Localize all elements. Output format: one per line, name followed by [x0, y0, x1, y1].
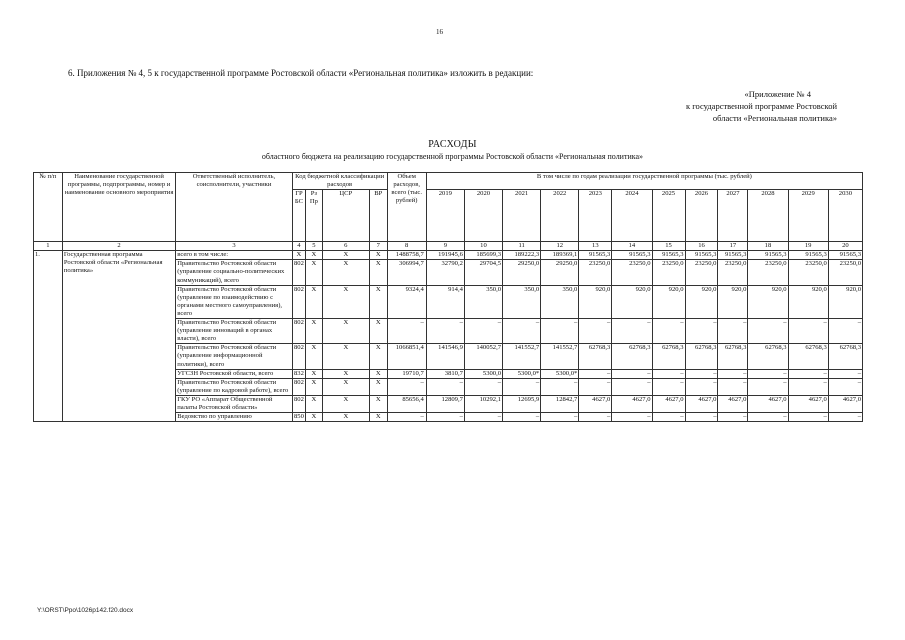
column-number-cell: 7	[370, 242, 388, 251]
year-value-cell: 185699,3	[464, 251, 502, 260]
budget-code-cell: X	[292, 251, 305, 260]
year-value-cell: –	[503, 413, 541, 422]
header-year: 2028	[748, 190, 788, 242]
year-value-cell: –	[464, 319, 502, 344]
budget-code-cell: X	[370, 344, 388, 369]
year-value-cell: 62768,3	[788, 344, 828, 369]
year-value-cell: –	[828, 369, 862, 378]
year-value-cell: 91565,3	[748, 251, 788, 260]
column-number-cell: 12	[541, 242, 579, 251]
header-number: № п/п	[34, 173, 63, 242]
expenses-table-body	[34, 242, 863, 422]
column-number-cell: 14	[612, 242, 652, 251]
budget-code-cell: X	[306, 369, 322, 378]
year-value-cell: –	[788, 413, 828, 422]
year-value-cell: –	[612, 413, 652, 422]
column-number-cell: 4	[292, 242, 305, 251]
year-value-cell: –	[652, 319, 685, 344]
expenses-table-container	[33, 172, 863, 599]
year-value-cell: 4627,0	[579, 395, 612, 412]
intro-paragraph: 6. Приложения № 4, 5 к государственной программе Ростовской области «Региональная политика» изложить в редакции:	[68, 68, 534, 78]
header-volume: Объем расходов, всего (тыс. рублей)	[387, 173, 426, 242]
executor-cell: Правительство Ростовской области (управление информационной политики), всего	[176, 344, 292, 369]
year-value-cell: 62768,3	[652, 344, 685, 369]
year-value-cell: 91565,3	[828, 251, 862, 260]
year-value-cell: –	[748, 319, 788, 344]
year-value-cell: –	[541, 319, 579, 344]
year-value-cell: 920,0	[612, 285, 652, 318]
expenses-table	[33, 172, 863, 422]
year-value-cell: –	[685, 378, 718, 395]
year-value-cell: 5300,0	[464, 369, 502, 378]
year-value-cell: 3810,7	[426, 369, 464, 378]
column-number-cell: 10	[464, 242, 502, 251]
year-value-cell: –	[718, 369, 748, 378]
year-value-cell: 62768,3	[748, 344, 788, 369]
year-value-cell: 4627,0	[718, 395, 748, 412]
executor-cell: Правительство Ростовской области (управление по кадровой работе), всего	[176, 378, 292, 395]
year-value-cell: 920,0	[748, 285, 788, 318]
header-year: 2030	[828, 190, 862, 242]
year-value-cell: –	[748, 378, 788, 395]
year-value-cell: –	[828, 413, 862, 422]
header-year: 2024	[612, 190, 652, 242]
header-year: 2023	[579, 190, 612, 242]
year-value-cell: 29704,5	[464, 260, 502, 285]
budget-code-cell: X	[370, 378, 388, 395]
budget-code-cell: X	[370, 319, 388, 344]
column-number-cell: 20	[828, 242, 862, 251]
year-value-cell: 23250,0	[788, 260, 828, 285]
executor-cell: ГКУ РО «Аппарат Общественной палаты Ростовской области»	[176, 395, 292, 412]
budget-code-cell: X	[322, 378, 369, 395]
year-value-cell: 23250,0	[579, 260, 612, 285]
year-value-cell: 4627,0	[788, 395, 828, 412]
budget-code-cell: X	[306, 251, 322, 260]
column-number-cell: 17	[718, 242, 748, 251]
year-value-cell: 920,0	[652, 285, 685, 318]
year-value-cell: 350,0	[541, 285, 579, 318]
header-executor: Ответственный исполнитель, соисполнители, участники	[176, 173, 292, 242]
year-value-cell: 4627,0	[828, 395, 862, 412]
header-year: 2027	[718, 190, 748, 242]
budget-code-cell: 802	[292, 395, 305, 412]
header-year: 2020	[464, 190, 502, 242]
year-value-cell: 62768,3	[579, 344, 612, 369]
year-value-cell: 62768,3	[612, 344, 652, 369]
year-value-cell: –	[652, 369, 685, 378]
budget-code-cell: X	[370, 285, 388, 318]
budget-code-cell: X	[370, 413, 388, 422]
year-value-cell: –	[579, 413, 612, 422]
column-number-cell: 16	[685, 242, 718, 251]
column-number-cell: 11	[503, 242, 541, 251]
year-value-cell: 62768,3	[685, 344, 718, 369]
budget-code-cell: 802	[292, 319, 305, 344]
year-value-cell: –	[685, 369, 718, 378]
year-value-cell: –	[464, 378, 502, 395]
budget-code-cell: X	[322, 413, 369, 422]
header-year: 2026	[685, 190, 718, 242]
year-value-cell: 29250,0	[541, 260, 579, 285]
year-value-cell: 350,0	[503, 285, 541, 318]
year-value-cell: 12809,7	[426, 395, 464, 412]
year-value-cell: 189222,3	[503, 251, 541, 260]
year-value-cell: –	[685, 413, 718, 422]
year-value-cell: 91565,3	[579, 251, 612, 260]
document-title: РАСХОДЫ	[428, 139, 477, 150]
budget-code-cell: X	[306, 378, 322, 395]
budget-code-cell: X	[306, 395, 322, 412]
executor-cell: Правительство Ростовской области (управление по взаимодействию с органами местного самоуправления), всего	[176, 285, 292, 318]
total-cell: 306994,7	[387, 260, 426, 285]
column-number-cell: 18	[748, 242, 788, 251]
year-value-cell: 920,0	[579, 285, 612, 318]
year-value-cell: 12842,7	[541, 395, 579, 412]
header-year: 2022	[541, 190, 579, 242]
total-cell: 19710,7	[387, 369, 426, 378]
budget-code-cell: X	[370, 369, 388, 378]
year-value-cell: –	[426, 413, 464, 422]
total-cell: –	[387, 319, 426, 344]
budget-code-cell: 802	[292, 260, 305, 285]
year-value-cell: –	[718, 413, 748, 422]
year-value-cell: –	[788, 319, 828, 344]
budget-code-cell: X	[306, 413, 322, 422]
year-value-cell: 920,0	[718, 285, 748, 318]
year-value-cell: –	[579, 378, 612, 395]
program-name: Государственная программа Ростовской области «Региональная политика»	[62, 251, 175, 422]
year-value-cell: –	[748, 413, 788, 422]
year-value-cell: –	[612, 369, 652, 378]
header-year: 2021	[503, 190, 541, 242]
year-value-cell: 32790,2	[426, 260, 464, 285]
year-value-cell: –	[541, 378, 579, 395]
column-number-cell: 19	[788, 242, 828, 251]
budget-code-cell: X	[322, 319, 369, 344]
budget-code-cell: 802	[292, 344, 305, 369]
file-path-footer: Y:\ORST\Ppo\1026p142.f20.docx	[37, 607, 134, 614]
year-value-cell: 91565,3	[652, 251, 685, 260]
year-value-cell: 189369,1	[541, 251, 579, 260]
appendix-header	[617, 88, 837, 124]
header-budget-code-group: Код бюджетной классификации расходов	[292, 173, 387, 190]
year-value-cell: 29250,0	[503, 260, 541, 285]
header-csr: ЦСР	[322, 190, 369, 242]
budget-code-cell: X	[322, 344, 369, 369]
program-number: 1.	[34, 251, 63, 422]
header-year: 2025	[652, 190, 685, 242]
header-year: 2029	[788, 190, 828, 242]
year-value-cell: 91565,3	[612, 251, 652, 260]
year-value-cell: 23250,0	[748, 260, 788, 285]
year-value-cell: 4627,0	[748, 395, 788, 412]
page-number: 16	[436, 28, 443, 36]
budget-code-cell: 802	[292, 285, 305, 318]
budget-code-cell: X	[370, 251, 388, 260]
document-subtitle: областного бюджета на реализацию государственной программы Ростовской области «Региональная политика»	[261, 152, 644, 161]
year-value-cell: 141552,7	[503, 344, 541, 369]
table-row	[34, 251, 863, 260]
year-value-cell: –	[579, 319, 612, 344]
total-cell: 9324,4	[387, 285, 426, 318]
header-program-name: Наименование государственной программы, подпрограммы, номер и наименование основного мероприятия	[62, 173, 175, 242]
budget-code-cell: X	[322, 369, 369, 378]
year-value-cell: 920,0	[828, 285, 862, 318]
executor-cell: Правительство Ростовской области (управление социально-политических коммуникаций), всего	[176, 260, 292, 285]
year-value-cell: 141552,7	[541, 344, 579, 369]
header-grbs: ГР БС	[292, 190, 305, 242]
column-number-cell: 5	[306, 242, 322, 251]
total-cell: 85656,4	[387, 395, 426, 412]
budget-code-cell: X	[322, 260, 369, 285]
year-value-cell: –	[579, 369, 612, 378]
executor-cell: Ведомство по управлению	[176, 413, 292, 422]
header-rzpr: Рз Пр	[306, 190, 322, 242]
year-value-cell: 4627,0	[652, 395, 685, 412]
year-value-cell: –	[828, 319, 862, 344]
budget-code-cell: 802	[292, 378, 305, 395]
budget-code-cell: X	[322, 251, 369, 260]
budget-code-cell: X	[306, 319, 322, 344]
year-value-cell: 10292,1	[464, 395, 502, 412]
total-cell: –	[387, 413, 426, 422]
year-value-cell: 4627,0	[685, 395, 718, 412]
year-value-cell: 23250,0	[652, 260, 685, 285]
budget-code-cell: X	[370, 395, 388, 412]
column-number-cell: 2	[62, 242, 175, 251]
year-value-cell: –	[685, 319, 718, 344]
year-value-cell: –	[612, 319, 652, 344]
year-value-cell: –	[652, 413, 685, 422]
budget-code-cell: X	[322, 395, 369, 412]
year-value-cell: 62768,3	[828, 344, 862, 369]
total-cell: 1066851,4	[387, 344, 426, 369]
year-value-cell: –	[426, 378, 464, 395]
appendix-line-1: «Приложение № 4	[744, 89, 811, 99]
column-number-cell: 8	[387, 242, 426, 251]
budget-code-cell: X	[306, 260, 322, 285]
year-value-cell: 141546,9	[426, 344, 464, 369]
year-value-cell: –	[541, 413, 579, 422]
year-value-cell: 5300,0*	[503, 369, 541, 378]
column-number-cell: 3	[176, 242, 292, 251]
year-value-cell: –	[612, 378, 652, 395]
year-value-cell: 91565,3	[788, 251, 828, 260]
header-years-group: В том числе по годам реализации государственной программы (тыс. рублей)	[426, 173, 862, 190]
column-number-cell: 9	[426, 242, 464, 251]
year-value-cell: –	[464, 413, 502, 422]
year-value-cell: –	[718, 378, 748, 395]
year-value-cell: –	[828, 378, 862, 395]
year-value-cell: 23250,0	[685, 260, 718, 285]
year-value-cell: 91565,3	[718, 251, 748, 260]
header-vr: ВР	[370, 190, 388, 242]
year-value-cell: –	[503, 319, 541, 344]
year-value-cell: 914,4	[426, 285, 464, 318]
year-value-cell: 4627,0	[612, 395, 652, 412]
budget-code-cell: 850	[293, 413, 304, 421]
year-value-cell: 5300,0*	[541, 369, 579, 378]
year-value-cell: 140052,7	[464, 344, 502, 369]
column-number-cell: 13	[579, 242, 612, 251]
year-value-cell: 350,0	[464, 285, 502, 318]
budget-code-cell: X	[306, 285, 322, 318]
year-value-cell: 12695,9	[503, 395, 541, 412]
year-value-cell: –	[718, 319, 748, 344]
column-numbers-row	[34, 242, 863, 251]
year-value-cell: –	[503, 378, 541, 395]
budget-code-cell: 832	[293, 369, 304, 377]
year-value-cell: 920,0	[788, 285, 828, 318]
year-value-cell: 191945,6	[426, 251, 464, 260]
year-value-cell: –	[426, 319, 464, 344]
year-value-cell: 23250,0	[612, 260, 652, 285]
year-value-cell: –	[748, 369, 788, 378]
column-number-cell: 15	[652, 242, 685, 251]
year-value-cell: 23250,0	[828, 260, 862, 285]
column-number-cell: 1	[34, 242, 63, 251]
executor-cell: Правительство Ростовской области (управление инноваций в органах власти), всего	[176, 319, 292, 344]
year-value-cell: –	[788, 369, 828, 378]
appendix-line-3: области «Региональная политика»	[712, 113, 837, 123]
year-value-cell: –	[652, 378, 685, 395]
budget-code-cell: X	[322, 285, 369, 318]
budget-code-cell: X	[306, 344, 322, 369]
appendix-line-2: к государственной программе Ростовской	[685, 101, 837, 111]
year-value-cell: 91565,3	[685, 251, 718, 260]
year-value-cell: 62768,3	[718, 344, 748, 369]
executor-cell: УГСЗН Ростовской области, всего	[176, 369, 292, 378]
budget-code-cell: X	[370, 260, 388, 285]
year-value-cell: –	[788, 378, 828, 395]
year-value-cell: 920,0	[685, 285, 718, 318]
column-number-cell: 6	[322, 242, 369, 251]
executor-cell: всего в том числе:	[176, 251, 292, 260]
total-cell: –	[387, 378, 426, 395]
header-year: 2019	[426, 190, 464, 242]
total-cell: 1488758,7	[387, 251, 426, 260]
year-value-cell: 23250,0	[718, 260, 748, 285]
